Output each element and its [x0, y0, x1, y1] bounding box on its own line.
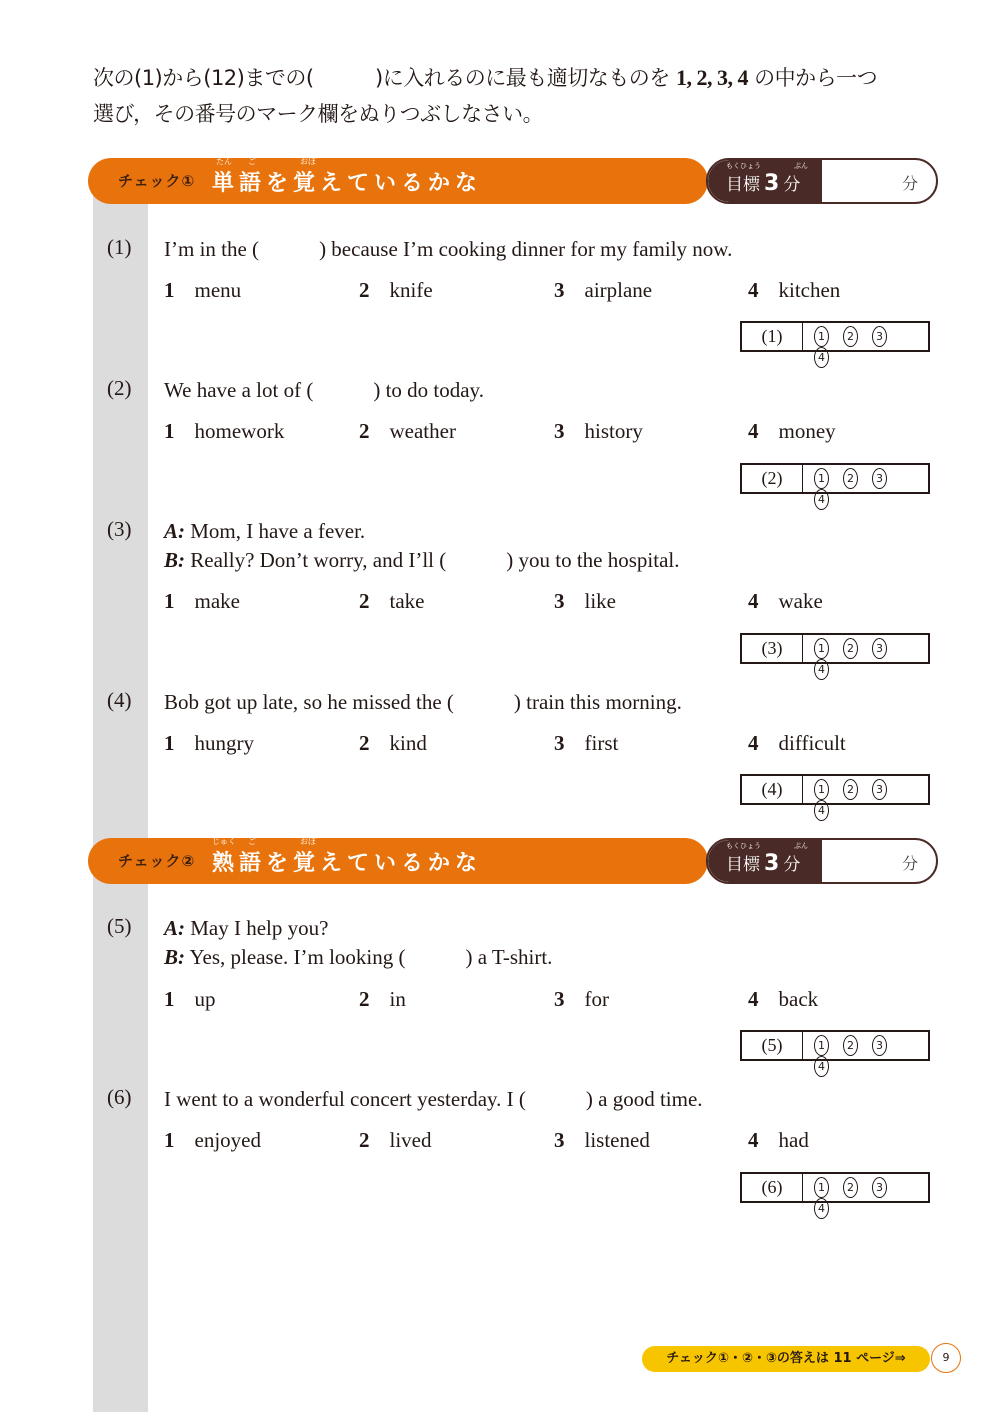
bubble-2[interactable]: 2: [843, 779, 858, 800]
question-text: [164, 235, 732, 264]
section-title-bar: [88, 158, 708, 204]
dialogue-line: May I help you?: [190, 916, 329, 940]
choice-number: 3: [554, 589, 565, 613]
question-text: [164, 517, 680, 575]
choice-text: back: [778, 987, 819, 1011]
bubble-1[interactable]: 1: [814, 638, 829, 659]
choice-text: lived: [389, 1128, 432, 1152]
choice-3: [554, 419, 643, 444]
text-after-blank: ) you to the hospital.: [506, 548, 680, 572]
instructions-line-1: [93, 60, 943, 96]
dialogue-line: Mom, I have a fever.: [190, 519, 366, 543]
choice-4: [748, 278, 840, 303]
choice-text: airplane: [584, 278, 653, 302]
answer-mark-box: [740, 1172, 930, 1215]
bubble-3[interactable]: 3: [872, 638, 887, 659]
choice-number: 2: [359, 419, 370, 443]
page-number: 9: [931, 1343, 961, 1373]
question-number: (3): [107, 517, 132, 541]
choice-text: kitchen: [778, 278, 841, 302]
choice-text: up: [194, 987, 216, 1011]
text-before-blank: Yes, please. I’m looking (: [189, 945, 406, 969]
bubble-3[interactable]: 3: [872, 1177, 887, 1198]
choice-text: wake: [778, 589, 823, 613]
section-header-check-1: [88, 158, 936, 204]
choice-number: 2: [359, 589, 370, 613]
choice-text: difficult: [778, 731, 846, 755]
choice-number: 3: [554, 1128, 565, 1152]
mark-number: (2): [742, 465, 803, 492]
goal-unit: 分: [783, 855, 801, 875]
time-taken-unit: 分: [901, 854, 918, 873]
bubble-4[interactable]: 4: [814, 489, 829, 510]
choice-1: [164, 987, 216, 1012]
goal-text: [726, 170, 800, 196]
ruby: もくひょう: [726, 162, 761, 170]
choice-3: [554, 589, 616, 614]
text-before-blank: We have a lot of (: [164, 378, 314, 402]
choice-number: 3: [554, 278, 565, 302]
goal-minutes: 3: [764, 171, 780, 196]
bubble-4[interactable]: 4: [814, 1056, 829, 1077]
text-after-blank: ) to do today.: [373, 378, 484, 402]
time-taken-unit: 分: [901, 174, 918, 193]
question-text: [164, 688, 682, 717]
bubble-3[interactable]: 3: [872, 326, 887, 347]
bubble-2[interactable]: 2: [843, 638, 858, 659]
goal-minutes: 3: [764, 851, 780, 876]
bubble-2[interactable]: 2: [843, 468, 858, 489]
section-title: 単語を覚えているかな: [212, 171, 483, 196]
speaker-a: A:: [164, 519, 185, 543]
answer-mark-box: [740, 1030, 930, 1073]
text-before-blank: I went to a wonderful concert yesterday. I (: [164, 1087, 526, 1111]
ruby: もくひょう: [726, 842, 761, 850]
text-after-blank: ) a T-shirt.: [465, 945, 553, 969]
choice-text: kind: [389, 731, 427, 755]
choice-2: [359, 419, 456, 444]
mark-number: (3): [742, 635, 803, 662]
answer-mark-box: [740, 463, 930, 506]
goal-text: [726, 850, 800, 876]
instructions-text-1-end: の中から一つ: [754, 66, 878, 90]
bubble-4[interactable]: 4: [814, 347, 829, 368]
text-after-blank: ) train this morning.: [513, 690, 682, 714]
choice-number: 1: [164, 278, 175, 302]
choice-number: 3: [554, 419, 565, 443]
bubbles: [814, 1177, 928, 1219]
bubbles: [814, 326, 928, 368]
goal-unit: 分: [783, 175, 801, 195]
ruby: ぷん: [794, 162, 808, 170]
answer-page-link[interactable]: チェック①・②・③の答えは 11 ページ⇒: [642, 1346, 930, 1372]
question-number: (1): [107, 235, 132, 259]
ruby: ぷん: [794, 842, 808, 850]
section-header-check-2: [88, 838, 936, 884]
mark-number: (4): [742, 776, 803, 803]
choice-number: 1: [164, 731, 175, 755]
choice-text: make: [194, 589, 240, 613]
choice-number: 4: [748, 278, 759, 302]
question-text: [164, 1085, 703, 1114]
bubble-1[interactable]: 1: [814, 779, 829, 800]
choice-number: 4: [748, 731, 759, 755]
bubble-2[interactable]: 2: [843, 1177, 858, 1198]
choice-number: 3: [554, 731, 565, 755]
choice-text: enjoyed: [194, 1128, 261, 1152]
ruby: ご: [248, 157, 256, 166]
choice-text: menu: [194, 278, 242, 302]
choice-number: 3: [554, 987, 565, 1011]
choice-1: [164, 1128, 261, 1153]
choice-text: knife: [389, 278, 433, 302]
choice-4: [748, 987, 818, 1012]
bubbles: [814, 468, 928, 510]
choice-3: [554, 278, 652, 303]
text-after-blank: ) a good time.: [585, 1087, 703, 1111]
choice-text: weather: [389, 419, 456, 443]
section-title-bar: [88, 838, 708, 884]
goal-time-box: [706, 838, 938, 884]
ruby: たん: [216, 157, 232, 166]
choice-number: 2: [359, 278, 370, 302]
bubbles: [814, 779, 928, 821]
choice-number: 4: [748, 589, 759, 613]
choice-text: take: [389, 589, 425, 613]
choice-4: [748, 731, 846, 756]
choice-number: 1: [164, 987, 175, 1011]
ruby: おぼ: [300, 837, 316, 846]
choice-2: [359, 987, 406, 1012]
choice-4: [748, 419, 836, 444]
goal-label: 目標: [726, 175, 760, 195]
ruby: ご: [248, 837, 256, 846]
question-number: (6): [107, 1085, 132, 1109]
goal-label-area: [708, 160, 822, 202]
choice-3: [554, 987, 609, 1012]
mark-number: (1): [742, 323, 803, 350]
goal-time-box: [706, 158, 938, 204]
choice-text: first: [584, 731, 619, 755]
question-number: (5): [107, 914, 132, 938]
bubble-2[interactable]: 2: [843, 1035, 858, 1056]
section-title: 熟語を覚えているかな: [212, 851, 483, 876]
choice-1: [164, 731, 254, 756]
choice-3: [554, 731, 618, 756]
choice-text: listened: [584, 1128, 650, 1152]
instructions-numbers: 1, 2, 3, 4: [675, 65, 748, 90]
speaker-a: A:: [164, 916, 185, 940]
ruby: おぼ: [300, 157, 316, 166]
section-label: チェック①: [118, 172, 196, 190]
choice-number: 2: [359, 987, 370, 1011]
choice-text: like: [584, 589, 616, 613]
text-before-blank: Really? Don’t worry, and I’ll (: [190, 548, 447, 572]
answer-mark-box: [740, 633, 930, 676]
mark-number: (5): [742, 1032, 803, 1059]
speaker-b: B:: [164, 945, 185, 969]
question-text: [164, 914, 552, 972]
choice-text: money: [778, 419, 836, 443]
instructions-text-1: 次の(1)から(12)までの( )に入れるのに最も適切なものを: [93, 66, 670, 90]
choice-4: [748, 1128, 809, 1153]
question-number: (4): [107, 688, 132, 712]
choice-number: 2: [359, 1128, 370, 1152]
answer-mark-box: [740, 321, 930, 364]
choice-2: [359, 278, 433, 303]
choice-number: 4: [748, 1128, 759, 1152]
choice-number: 1: [164, 419, 175, 443]
question-number: (2): [107, 376, 132, 400]
bubble-4[interactable]: 4: [814, 800, 829, 821]
choice-text: history: [584, 419, 643, 443]
bubble-1[interactable]: 1: [814, 1035, 829, 1056]
instructions: [93, 60, 943, 132]
bubbles: [814, 638, 928, 680]
choice-1: [164, 419, 284, 444]
choice-number: 4: [748, 419, 759, 443]
choice-number: 1: [164, 1128, 175, 1152]
choice-2: [359, 731, 427, 756]
choice-text: in: [389, 987, 406, 1011]
question-text: [164, 376, 484, 405]
instructions-line-2: [93, 96, 943, 132]
text-before-blank: I’m in the (: [164, 237, 260, 261]
choice-2: [359, 1128, 432, 1153]
choice-text: had: [778, 1128, 809, 1152]
choice-number: 4: [748, 987, 759, 1011]
bubble-3[interactable]: 3: [872, 1035, 887, 1056]
goal-label-area: [708, 840, 822, 882]
instructions-text-2: 選び，その番号のマーク欄をぬりつぶしなさい。: [93, 102, 544, 126]
text-after-blank: ) because I’m cooking dinner for my family now.: [319, 237, 733, 261]
bubble-4[interactable]: 4: [814, 659, 829, 680]
choice-text: hungry: [194, 731, 254, 755]
choice-1: [164, 589, 240, 614]
goal-label: 目標: [726, 855, 760, 875]
choice-4: [748, 589, 823, 614]
answer-mark-box: [740, 774, 930, 817]
choice-2: [359, 589, 424, 614]
bubble-1[interactable]: 1: [814, 468, 829, 489]
section-label: チェック②: [118, 852, 196, 870]
text-before-blank: Bob got up late, so he missed the (: [164, 690, 454, 714]
bubble-4[interactable]: 4: [814, 1198, 829, 1219]
ruby: じゅく: [212, 837, 236, 846]
speaker-b: B:: [164, 548, 185, 572]
mark-number: (6): [742, 1174, 803, 1201]
choice-3: [554, 1128, 650, 1153]
bubble-3[interactable]: 3: [872, 779, 887, 800]
choice-number: 2: [359, 731, 370, 755]
choice-text: for: [584, 987, 609, 1011]
choice-1: [164, 278, 241, 303]
bubble-3[interactable]: 3: [872, 468, 887, 489]
bubbles: [814, 1035, 928, 1077]
choice-number: 1: [164, 589, 175, 613]
bubble-2[interactable]: 2: [843, 326, 858, 347]
choice-text: homework: [194, 419, 285, 443]
bubble-1[interactable]: 1: [814, 326, 829, 347]
bubble-1[interactable]: 1: [814, 1177, 829, 1198]
